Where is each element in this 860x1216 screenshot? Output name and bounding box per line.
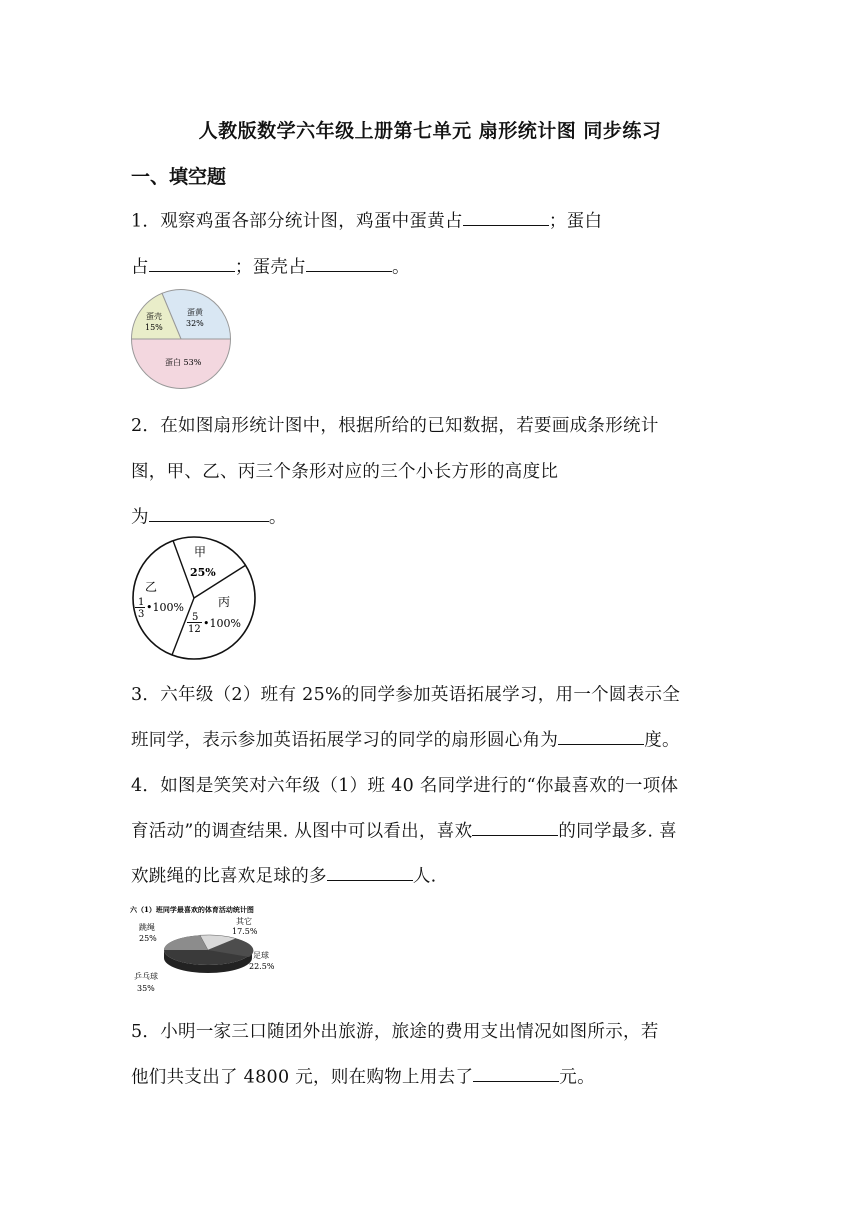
- q2-ratio-blank[interactable]: [149, 503, 269, 522]
- q1-shell-blank[interactable]: [306, 253, 392, 272]
- q2-text: 。: [268, 507, 287, 528]
- sports-chart-title: 六（1）班同学最喜欢的体育活动统计图: [130, 905, 254, 914]
- q4-text: 育活动”的调查结果. 从图中可以看出，喜欢: [131, 821, 473, 842]
- q1-yolk-blank[interactable]: [463, 207, 549, 226]
- yi-fraction-num: 1: [138, 597, 145, 608]
- bing-label: 丙: [218, 595, 231, 609]
- q4-text: 的同学最多. 喜: [558, 821, 677, 842]
- q5-shopping-blank[interactable]: [473, 1063, 559, 1082]
- q3-line-1: 3．六年级（2）班有 25%的同学参加英语拓展学习，用一个圆表示全: [131, 685, 681, 705]
- jump-rope-label: 跳绳: [139, 923, 155, 932]
- other-label: 其它: [236, 917, 252, 926]
- q4-line-3: [131, 862, 731, 887]
- yolk-value: 32%: [186, 319, 204, 328]
- section-heading: 一、填空题: [131, 166, 227, 188]
- q3-line-2: [131, 726, 731, 751]
- q4-line-2: [131, 817, 731, 842]
- shell-label: 蛋壳: [146, 312, 162, 321]
- q1-text: 1．观察鸡蛋各部分统计图，鸡蛋中蛋黄占: [131, 211, 463, 232]
- white-label: 蛋白 53%: [165, 358, 202, 367]
- q4-text: 欢跳绳的比喜欢足球的多: [131, 866, 327, 887]
- yolk-label: 蛋黄: [187, 308, 203, 317]
- football-label: 足球: [253, 951, 269, 960]
- sports-3d-pie-chart: [128, 900, 280, 996]
- q3-text: 班同学，表示参加英语拓展学习的同学的扇形圆心角为: [131, 730, 559, 751]
- q4-line-1: 4．如图是笑笑对六年级（1）班 40 名同学进行的“你最喜欢的一项体: [131, 776, 679, 796]
- yi-fraction-den: 3: [138, 609, 145, 620]
- pingpong-value: 35%: [137, 984, 155, 993]
- other-value: 17.5%: [232, 927, 258, 936]
- q1-text: 占: [131, 257, 149, 278]
- q2-line-3: [131, 503, 731, 528]
- q5-line-1: 5．小明一家三口随团外出旅游，旅途的费用支出情况如图所示，若: [131, 1022, 659, 1042]
- yi-label: 乙: [145, 580, 158, 594]
- q4-text: 人.: [412, 866, 437, 887]
- bing-fraction-num: 5: [192, 612, 199, 623]
- bing-value: •100%: [203, 617, 241, 630]
- yi-value: •100%: [146, 601, 184, 614]
- q1-text: ；蛋白: [548, 211, 603, 232]
- q1-line-2: [131, 253, 731, 278]
- q5-line-2: [131, 1063, 731, 1088]
- q5-text: 元。: [559, 1067, 595, 1088]
- q2-text: 为: [131, 507, 149, 528]
- q1-line-1: [131, 207, 731, 232]
- q2-line-2: 图，甲、乙、丙三个条形对应的三个小长方形的高度比: [131, 462, 559, 482]
- jia-yi-bing-pie-chart: [128, 534, 260, 664]
- q5-text: 他们共支出了 4800 元，则在购物上用去了: [131, 1067, 474, 1088]
- q4-most-blank[interactable]: [472, 817, 558, 836]
- q4-difference-blank[interactable]: [327, 862, 413, 881]
- q1-text: 。: [392, 257, 410, 278]
- jia-label: 甲: [194, 545, 207, 559]
- jump-rope-value: 25%: [139, 934, 157, 943]
- q1-white-blank[interactable]: [149, 253, 235, 272]
- jia-value: 25%: [190, 566, 216, 579]
- shell-value: 15%: [145, 323, 163, 332]
- q1-text: ；蛋壳占: [234, 257, 307, 278]
- q3-text: 度。: [644, 730, 680, 751]
- football-value: 22.5%: [249, 962, 275, 971]
- egg-pie-chart: [128, 288, 234, 392]
- page-title: 人教版数学六年级上册第七单元 扇形统计图 同步练习: [198, 120, 662, 142]
- pingpong-label: 乒乓球: [134, 972, 158, 981]
- bing-fraction-den: 12: [188, 624, 201, 635]
- q3-angle-blank[interactable]: [558, 726, 644, 745]
- q2-line-1: 2．在如图扇形统计图中，根据所给的已知数据，若要画成条形统计: [131, 416, 659, 436]
